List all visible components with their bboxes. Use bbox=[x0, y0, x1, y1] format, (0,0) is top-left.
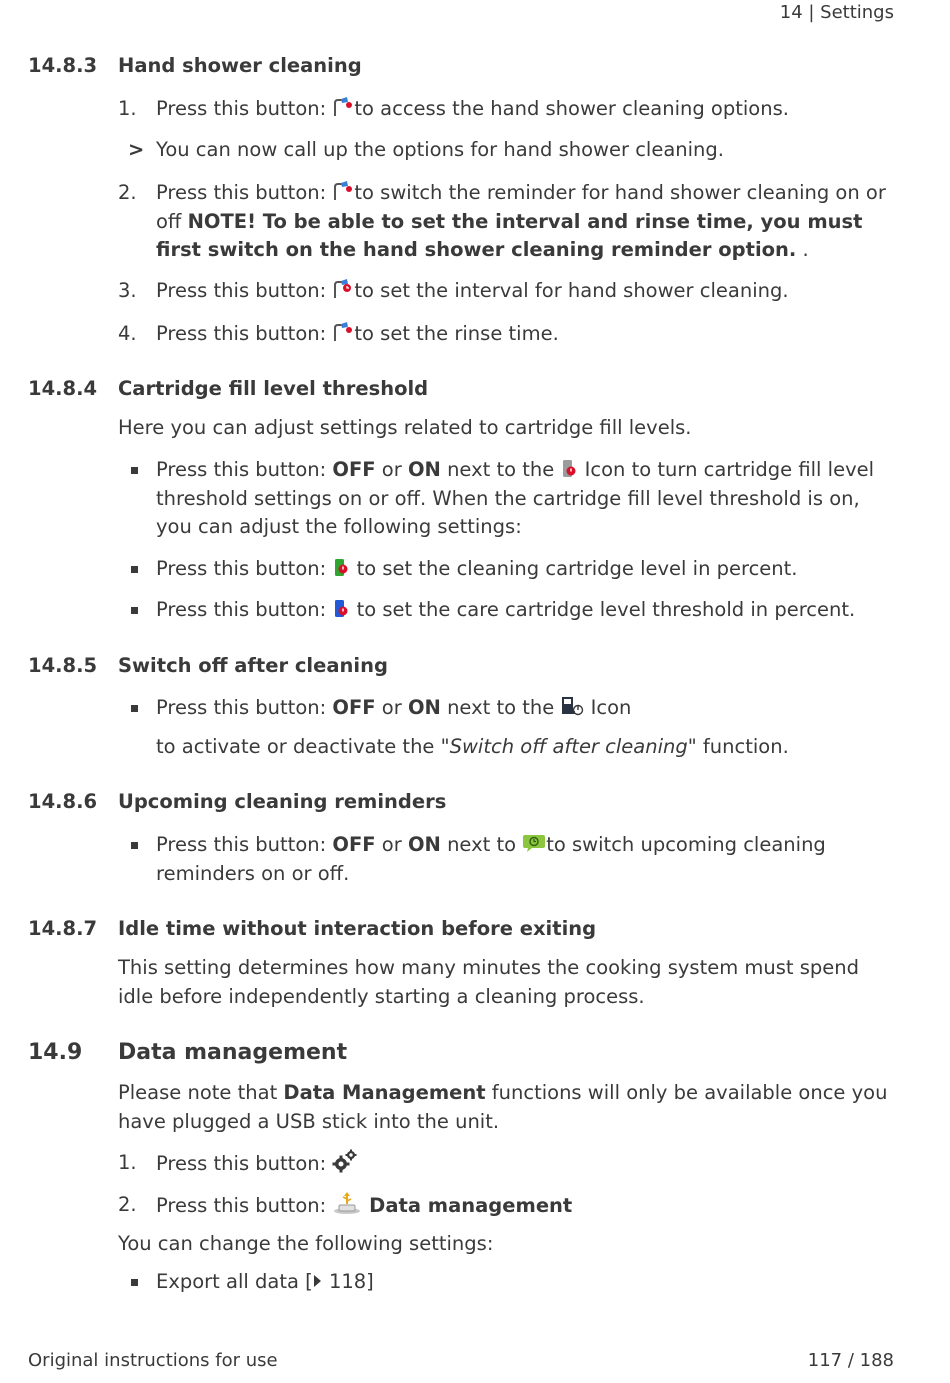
intro-text: Please note that Data Management functions will only be available once you have plugged a USB stick into the unit. bbox=[118, 1081, 888, 1133]
cleaning-reminder-icon bbox=[522, 832, 546, 854]
step-number: 4. bbox=[118, 322, 137, 345]
settings-lead-text: You can change the following settings: bbox=[118, 1232, 494, 1255]
bullet bbox=[131, 467, 138, 474]
usb-data-icon bbox=[332, 1191, 362, 1215]
section-number: 14.8.7 bbox=[28, 917, 98, 940]
cleaning-cartridge-icon bbox=[332, 556, 350, 578]
footer-page-number: 117 / 188 bbox=[807, 1350, 894, 1371]
note-text: NOTE! To be able to set the interval and rinse time, you must first switch on the hand shower cleaning reminder option. bbox=[156, 209, 863, 261]
hand-shower-interval-icon bbox=[332, 278, 354, 300]
switch-off-icon bbox=[560, 695, 584, 717]
intro-text: Here you can adjust settings related to cartridge fill levels. bbox=[118, 416, 692, 439]
running-header: 14 | Settings bbox=[779, 2, 894, 23]
section-title: Cartridge fill level threshold bbox=[118, 377, 429, 400]
section-title: Idle time without interaction before exiting bbox=[118, 917, 597, 940]
manual-page: 14 | Settings 14.8.3 Hand shower cleaning 1. Press this button: to access the hand shower cleaning options. > You can now call up the options for hand shower cleaning. 2. Press this button: to switch the reminder for hand shower cleaning on or off NOTE! To be able to set the interval and rinse time, you must first switch on the hand shower cleaning reminder option. . 3. Press this button: to set the interval for hand shower cleaning. 4. Press this button: to set the rinse time. 14.8.4 Cartridge fill level threshold Here you can adjust settings related to cartridge fill levels. Press this button: OFF or ON next to the Icon to turn cartridge fill level threshold settings on or off. When the cartridge fill level threshold is on, you can adjust the following settings: Press this button: to set the cleaning cartridge level in percent. Press this button: to set the care cartridge level threshold in percent. 14.8.5 Switch off after cleaning Press this button: OFF or ON next to the Icon to activate or deactivate the "Switch off after cleaning" function. 14.8.6 Upcoming cleaning reminders Press this button: OFF or ON next to to switch upcoming cleaning reminders on or off. 14.8.7 Idle time without interaction before exiting This setting determines how many minutes the cooking system must spend idle before independently starting a cleaning process. 14.9 Data management Please note that Data Management functions will only be available once you have plugged a USB stick into the unit. 1. Press this button: 2. Press this button: Data management You can change the following settings: Export all data [ 118] Original instructions for use 117 / 188 bbox=[0, 0, 950, 1383]
section-number: 14.8.4 bbox=[28, 377, 98, 400]
step-number: 2. bbox=[118, 1193, 137, 1216]
step-number: 2. bbox=[118, 181, 137, 204]
result-marker: > bbox=[128, 138, 145, 161]
step-number: 3. bbox=[118, 279, 137, 302]
section-number: 14.8.5 bbox=[28, 654, 98, 677]
bullet bbox=[131, 705, 138, 712]
bullet bbox=[131, 607, 138, 614]
step-number: 1. bbox=[118, 97, 137, 120]
section-title: Switch off after cleaning bbox=[118, 654, 388, 677]
section-title: Hand shower cleaning bbox=[118, 54, 362, 77]
section-title: Data management bbox=[118, 1040, 348, 1065]
hand-shower-icon bbox=[332, 96, 354, 118]
section-title: Upcoming cleaning reminders bbox=[118, 790, 447, 813]
footer-document-title: Original instructions for use bbox=[28, 1350, 278, 1371]
hand-shower-rinse-icon bbox=[332, 321, 354, 343]
cartridge-icon bbox=[560, 457, 578, 479]
bullet bbox=[131, 566, 138, 573]
section-number: 14.8.3 bbox=[28, 54, 98, 77]
hand-shower-icon bbox=[332, 180, 354, 202]
step-number: 1. bbox=[118, 1151, 137, 1174]
description-text: This setting determines how many minutes the cooking system must spend idle before independently starting a cleaning process. bbox=[118, 956, 860, 1008]
section-number: 14.8.6 bbox=[28, 790, 98, 813]
page-reference[interactable]: 118] bbox=[322, 1270, 374, 1293]
page-reference-arrow-icon bbox=[313, 1273, 323, 1289]
bullet bbox=[131, 842, 138, 849]
settings-gear-icon bbox=[332, 1149, 358, 1173]
bullet bbox=[131, 1279, 138, 1286]
care-cartridge-icon bbox=[332, 597, 350, 619]
section-number: 14.9 bbox=[28, 1040, 83, 1065]
